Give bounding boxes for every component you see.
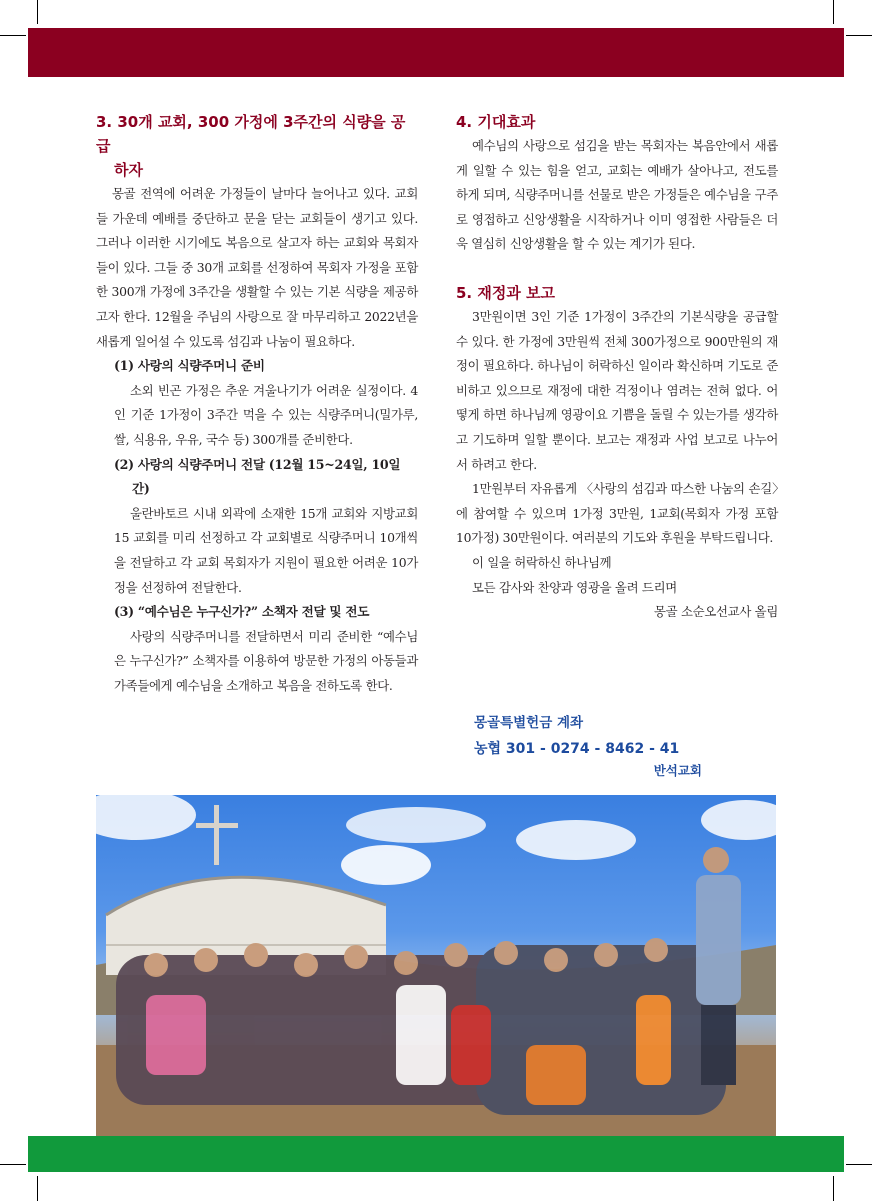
group-photo	[96, 795, 776, 1136]
item3-body: 사랑의 식량주머니를 전달하면서 미리 준비한 “예수님은 누구신가?” 소책자를 이용하여 방문한 가정의 아동들과 가족들에게 예수님을 소개하고 복음을 전하도록 한다.	[114, 628, 418, 693]
section5-body1: 3만원이면 3인 기준 1가정이 3주간의 기본식량을 공급할 수 있다. 한 가정에 3만원씩 전체 300가정으로 900만원의 재정이 필요하다. 하나님이 허락하신 일이라 확신하며 기도로 준비하고 있으므로 재정에 대한 걱정이나 염려는 전혀 없다. 어떻게 하면 하나님께 영광이요 기쁨을 돌릴 수 있는가를 생각하고 기도하며 일할 뿐이다. 보고는 재정과 사업 보고로 나누어서 하려고 한다.	[456, 308, 778, 472]
crop-mark	[37, 0, 38, 24]
section3-title	[96, 110, 418, 182]
item2-body: 울란바토르 시내 외곽에 소재한 15개 교회와 지방교회 15 교회를 미리 선정하고 각 교회별로 식량주머니 10개씩을 전달하고 각 교회 목회자가 지원이 필요한 어려운 10가정을 선정하여 전달한다.	[114, 505, 418, 595]
section3-title-line1: 3. 30개 교회, 300 가정에 3주간의 식량을 공급	[96, 113, 406, 155]
closing-line1: 이 일을 허락하신 하나님께	[472, 554, 612, 570]
item3-title: (3) “예수님은 누구신가?” 소책자 전달 및 전도	[114, 604, 370, 620]
crop-mark	[0, 35, 26, 36]
section3-title-line2: 하자	[114, 161, 143, 179]
item1-body: 소외 빈곤 가정은 추운 겨울나기가 어려운 실정이다. 4인 기준 1가정이 3주간 먹을 수 있는 식량주머니(밀가루, 쌀, 식용유, 우유, 국수 등) 300개를 준비한다.	[114, 382, 418, 447]
crop-mark	[37, 1176, 38, 1201]
section4-body: 예수님의 사랑으로 섬김을 받는 목회자는 복음안에서 새롭게 일할 수 있는 힘을 얻고, 교회는 예배가 살아나고, 전도를 하게 되며, 식량주머니를 선물로 받은 가정들은 예수님을 구주로 영접하고 신앙생활을 시작하거나 이미 영접한 사람들은 더욱 열심히 신앙생활을 할 수 있는 계기가 된다.	[456, 138, 778, 252]
footer-bar	[28, 1136, 844, 1172]
item2-title	[96, 453, 418, 502]
item2-title-wrap: 간)	[132, 481, 150, 497]
crop-mark	[846, 1164, 872, 1165]
item1-title: (1) 사랑의 식량주머니 준비	[114, 358, 265, 374]
closing-line2: 모든 감사와 찬양과 영광을 올려 드리며	[472, 579, 677, 595]
left-column	[96, 110, 418, 698]
spacer	[456, 257, 778, 281]
crop-mark	[0, 1164, 26, 1165]
item2-title-line1: (2) 사랑의 식량주머니 전달 (12월 15~24일, 10일	[114, 456, 401, 472]
right-column	[456, 110, 778, 625]
group-photo-icon	[96, 795, 776, 1136]
account-number: 농협 301 - 0274 - 8462 - 41	[474, 741, 680, 757]
header-bar	[28, 28, 844, 77]
section3-body: 몽골 전역에 어려운 가정들이 날마다 늘어나고 있다. 교회들 가운데 예배를 중단하고 문을 닫는 교회들이 생기고 있다. 그러나 이러한 시기에도 복음으로 살고자 하는 교회와 목회자들이 있다. 그들 중 30개 교회를 선정하여 목회자 가정을 포함한 300개 가정에 3주간을 생활할 수 있는 기본 식량을 제공하고자 한다. 12월을 주님의 사랑으로 잘 마무리하고 2022년을 새롭게 일어설 수 있도록 섬김과 나눔이 필요하다.	[96, 186, 418, 349]
crop-mark	[846, 35, 872, 36]
crop-mark	[833, 1176, 834, 1201]
account-holder: 반석교회	[653, 763, 702, 778]
crop-mark	[833, 0, 834, 24]
donation-account	[474, 710, 714, 780]
section5-body2: 1만원부터 자유롭게 〈사랑의 섬김과 따스한 나눔의 손길〉에 참여할 수 있으며 1가정 3만원, 1교회(목회자 가정 포함 10가정) 30만원이다. 여러분의 기도와 후원을 부탁드립니다.	[456, 481, 778, 546]
section5-title: 5. 재정과 보고	[456, 283, 556, 302]
section4-title: 4. 기대효과	[456, 113, 536, 131]
account-label: 몽골특별헌금 계좌	[474, 715, 584, 731]
signature: 몽골 소순오선교사 올림	[654, 604, 778, 620]
